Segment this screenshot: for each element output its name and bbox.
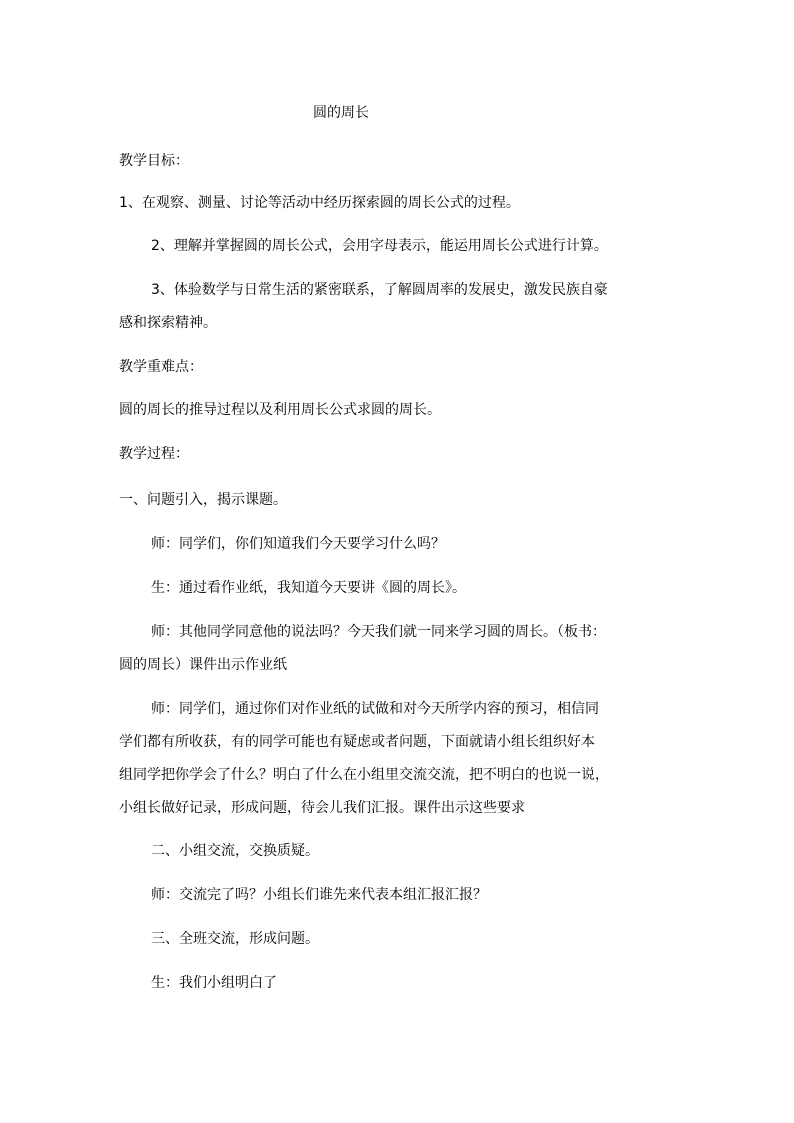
goal-item-3-line-2: 感和探索精神。 (119, 315, 217, 331)
goal-item-1: 1、在观察、测量、讨论等活动中经历探索圆的周长公式的过程。 (119, 195, 520, 211)
section-heading-process: 教学过程： (119, 446, 189, 462)
dialog-line-5: 师：交流完了吗？小组长们谁先来代表本组汇报汇报？ (151, 887, 487, 903)
goal-item-2: 2、理解并掌握圆的周长公式，会用字母表示，能运用周长公式进行计算。 (151, 238, 608, 254)
document-title: 圆的周长 (313, 105, 369, 121)
dialog-line-3-part-2: 圆的周长）课件出示作业纸 (119, 657, 287, 673)
process-step-2: 二、小组交流，交换质疑。 (151, 843, 319, 859)
section-heading-goals: 教学目标： (119, 153, 189, 169)
dialog-line-1: 师：同学们，你们知道我们今天要学习什么吗？ (151, 536, 445, 552)
dialog-line-4-part-1: 师：同学们，通过你们对作业纸的试做和对今天所学内容的预习，相信同 (151, 701, 599, 717)
process-step-1: 一、问题引入，揭示课题。 (119, 492, 287, 508)
dialog-line-2: 生：通过看作业纸，我知道今天要讲《圆的周长》。 (151, 580, 466, 596)
goal-item-3-line-1: 3、体验数学与日常生活的紧密联系，了解圆周率的发展史，激发民族自豪 (151, 282, 608, 298)
section-heading-difficulty: 教学重难点： (119, 359, 203, 375)
dialog-line-4-part-2: 学们都有所收获，有的同学可能也有疑虑或者问题，下面就请小组长组织好本 (119, 734, 595, 750)
dialog-line-4-part-4: 小组长做好记录，形成问题，待会儿我们汇报。课件出示这些要求 (119, 800, 525, 816)
dialog-line-3-part-1: 师：其他同学同意他的说法吗？今天我们就一同来学习圆的周长。（板书： (151, 624, 606, 640)
difficulty-text: 圆的周长的推导过程以及利用周长公式求圆的周长。 (119, 402, 441, 418)
dialog-line-4-part-3: 组同学把你学会了什么？明白了什么在小组里交流交流，把不明白的也说一说， (119, 767, 609, 783)
dialog-line-6: 生：我们小组明白了 (151, 975, 277, 991)
process-step-3: 三、全班交流，形成问题。 (151, 931, 319, 947)
